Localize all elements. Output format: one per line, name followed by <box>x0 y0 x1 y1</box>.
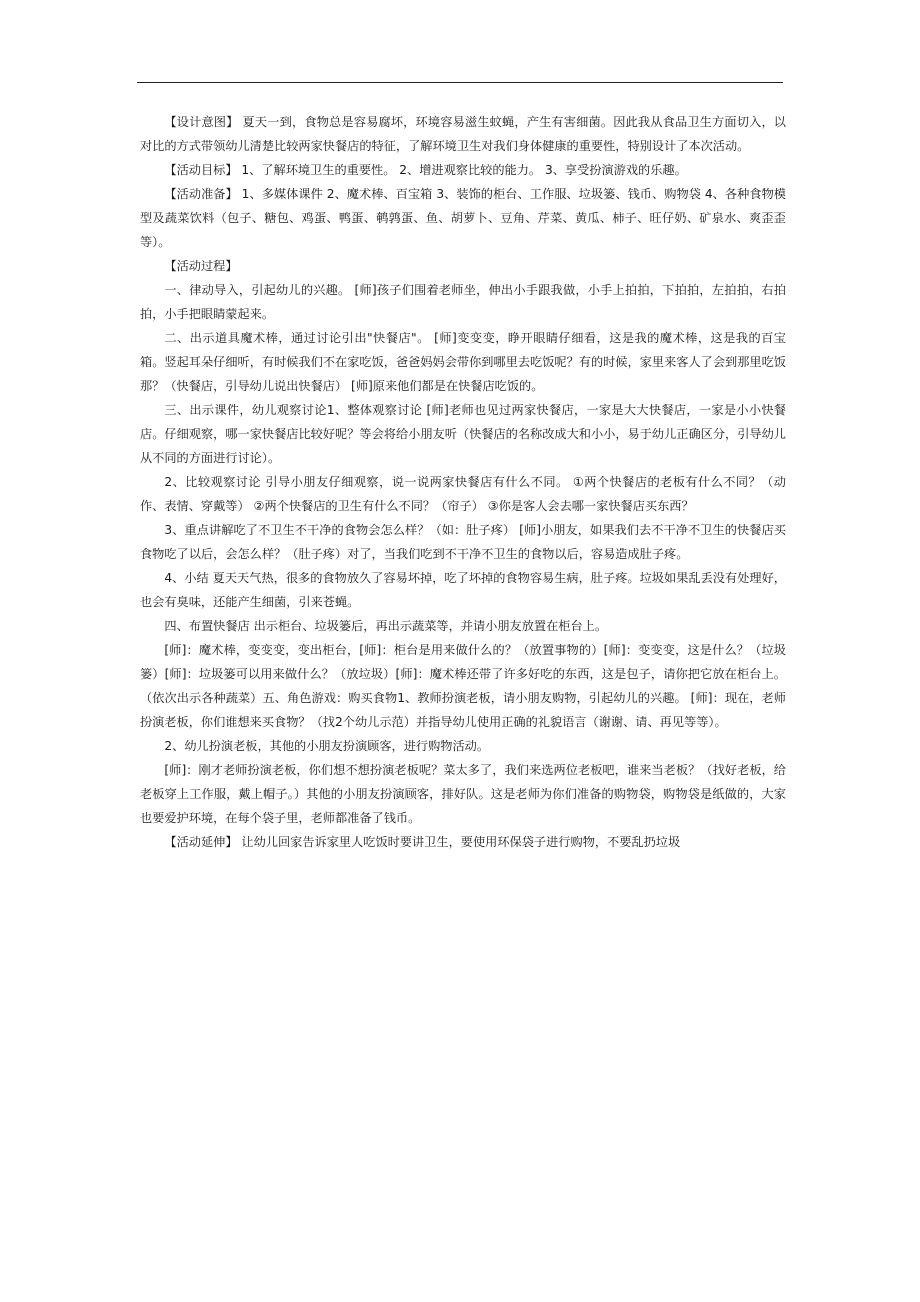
paragraph-step-4: 四、布置快餐店 出示柜台、垃圾篓后，再出示蔬菜等，并请小朋友放置在柜台上。 <box>164 619 608 633</box>
header-rule <box>137 82 783 83</box>
paragraph-activity-preparation: 【活动准备】 1、多媒体课件 2、魔术棒、百宝箱 3、装饰的柜台、工作服、垃圾篓、钱币、购物袋 4、各种食物模型及蔬菜饮料（包子、糖包、鸡蛋、鸭蛋、鹌鹑蛋、鱼、胡萝卜、豆角、芹菜、黄瓜、柿子、旺仔奶、矿泉水、爽歪歪等）。 <box>140 187 786 249</box>
paragraph-step-2: 二、出示道具魔术棒，通过讨论引出"快餐店"。 [师]变变变，睁开眼睛仔细看，这是我的魔术棒，这是我的百宝箱。竖起耳朵仔细听，有时候我们不在家吃饭，爸爸妈妈会带你到哪里去吃饭呢？有的时候，家里来客人了会到那里吃饭那？（快餐店，引导幼儿说出快餐店） [师]原来他们都是在快餐店吃饭的。 <box>140 331 786 393</box>
paragraph-step-5-2: 2、幼儿扮演老板，其他的小朋友扮演顾客，进行购物活动。 <box>164 739 490 753</box>
paragraph-step-4-dialogue: [师]：魔术棒，变变变，变出柜台，[师]：柜台是用来做什么的？（放置事物的）[师]：变变变，这是什么？（垃圾篓）[师]：垃圾篓可以用来做什么？（放垃圾）[师]：魔术棒还带了许多好吃的东西，这是包子，请你把它放在柜台上。（依次出示各种蔬菜）五、角色游戏：购买食物1、教师扮演老板，请小朋友购物，引起幼儿的兴趣。 [师]：现在，老师扮演老板，你们谁想来买食物？（找2个幼儿示范）并指导幼儿使用正确的礼貌语言（谢谢、请、再见等等）。 <box>140 643 786 729</box>
paragraph-step-3: 三、出示课件，幼儿观察讨论1、整体观察讨论 [师]老师也见过两家快餐店，一家是大大快餐店，一家是小小快餐店。仔细观察，哪一家快餐店比较好呢？等会将给小朋友听（快餐店的名称改成大和小小，易于幼儿正确区分，引导幼儿从不同的方面进行讨论）。 <box>140 403 786 465</box>
document-body <box>140 110 786 854</box>
paragraph-design-intent: 【设计意图】 夏天一到，食物总是容易腐坏，环境容易滋生蚊蝇，产生有害细菌。因此我从食品卫生方面切入，以对比的方式带领幼儿清楚比较两家快餐店的特征，了解环境卫生对我们身体健康的重要性，特别设计了本次活动。 <box>140 115 786 153</box>
paragraph-step-1: 一、律动导入，引起幼儿的兴趣。 [师]孩子们围着老师坐，伸出小手跟我做，小手上拍拍，下拍拍，左拍拍，右拍拍，小手把眼睛蒙起来。 <box>140 283 786 321</box>
paragraph-step-3-4: 4、小结 夏天天气热，很多的食物放久了容易坏掉，吃了坏掉的食物容易生病，肚子疼。垃圾如果乱丢没有处理好，也会有臭味，还能产生细菌，引来苍蝇。 <box>140 571 786 609</box>
paragraph-activity-goals: 【活动目标】 1、了解环境卫生的重要性。 2、增进观察比较的能力。 3、享受扮演游戏的乐趣。 <box>164 163 687 177</box>
paragraph-step-5-dialogue: [师]：刚才老师扮演老板，你们想不想扮演老板呢？菜太多了，我们来选两位老板吧，谁来当老板？（找好老板，给老板穿上工作服，戴上帽子。）其他的小朋友扮演顾客，排好队。这是老师为你们准备的购物袋，购物袋是纸做的，大家也要爱护环境，在每个袋子里，老师都准备了钱币。 <box>140 763 786 825</box>
paragraph-step-3-2: 2、比较观察讨论 引导小朋友仔细观察，说一说两家快餐店有什么不同。 ①两个快餐店的老板有什么不同？（动作、表情、穿戴等） ②两个快餐店的卫生有什么不同？（帘子） ③你是客人会去哪一家快餐店买东西？ <box>140 475 786 513</box>
paragraph-activity-extension: 【活动延伸】 让幼儿回家告诉家里人吃饭时要讲卫生，要使用环保袋子进行购物，不要乱扔垃圾 <box>164 835 681 849</box>
paragraph-activity-process-heading: 【活动过程】 <box>164 259 238 273</box>
paragraph-step-3-3: 3、重点讲解吃了不卫生不干净的食物会怎么样？（如：肚子疼） [师]小朋友，如果我们去不干净不卫生的快餐店买食物吃了以后，会怎么样？（肚子疼）对了，当我们吃到不干净不卫生的食物以后，容易造成肚子疼。 <box>140 523 786 561</box>
